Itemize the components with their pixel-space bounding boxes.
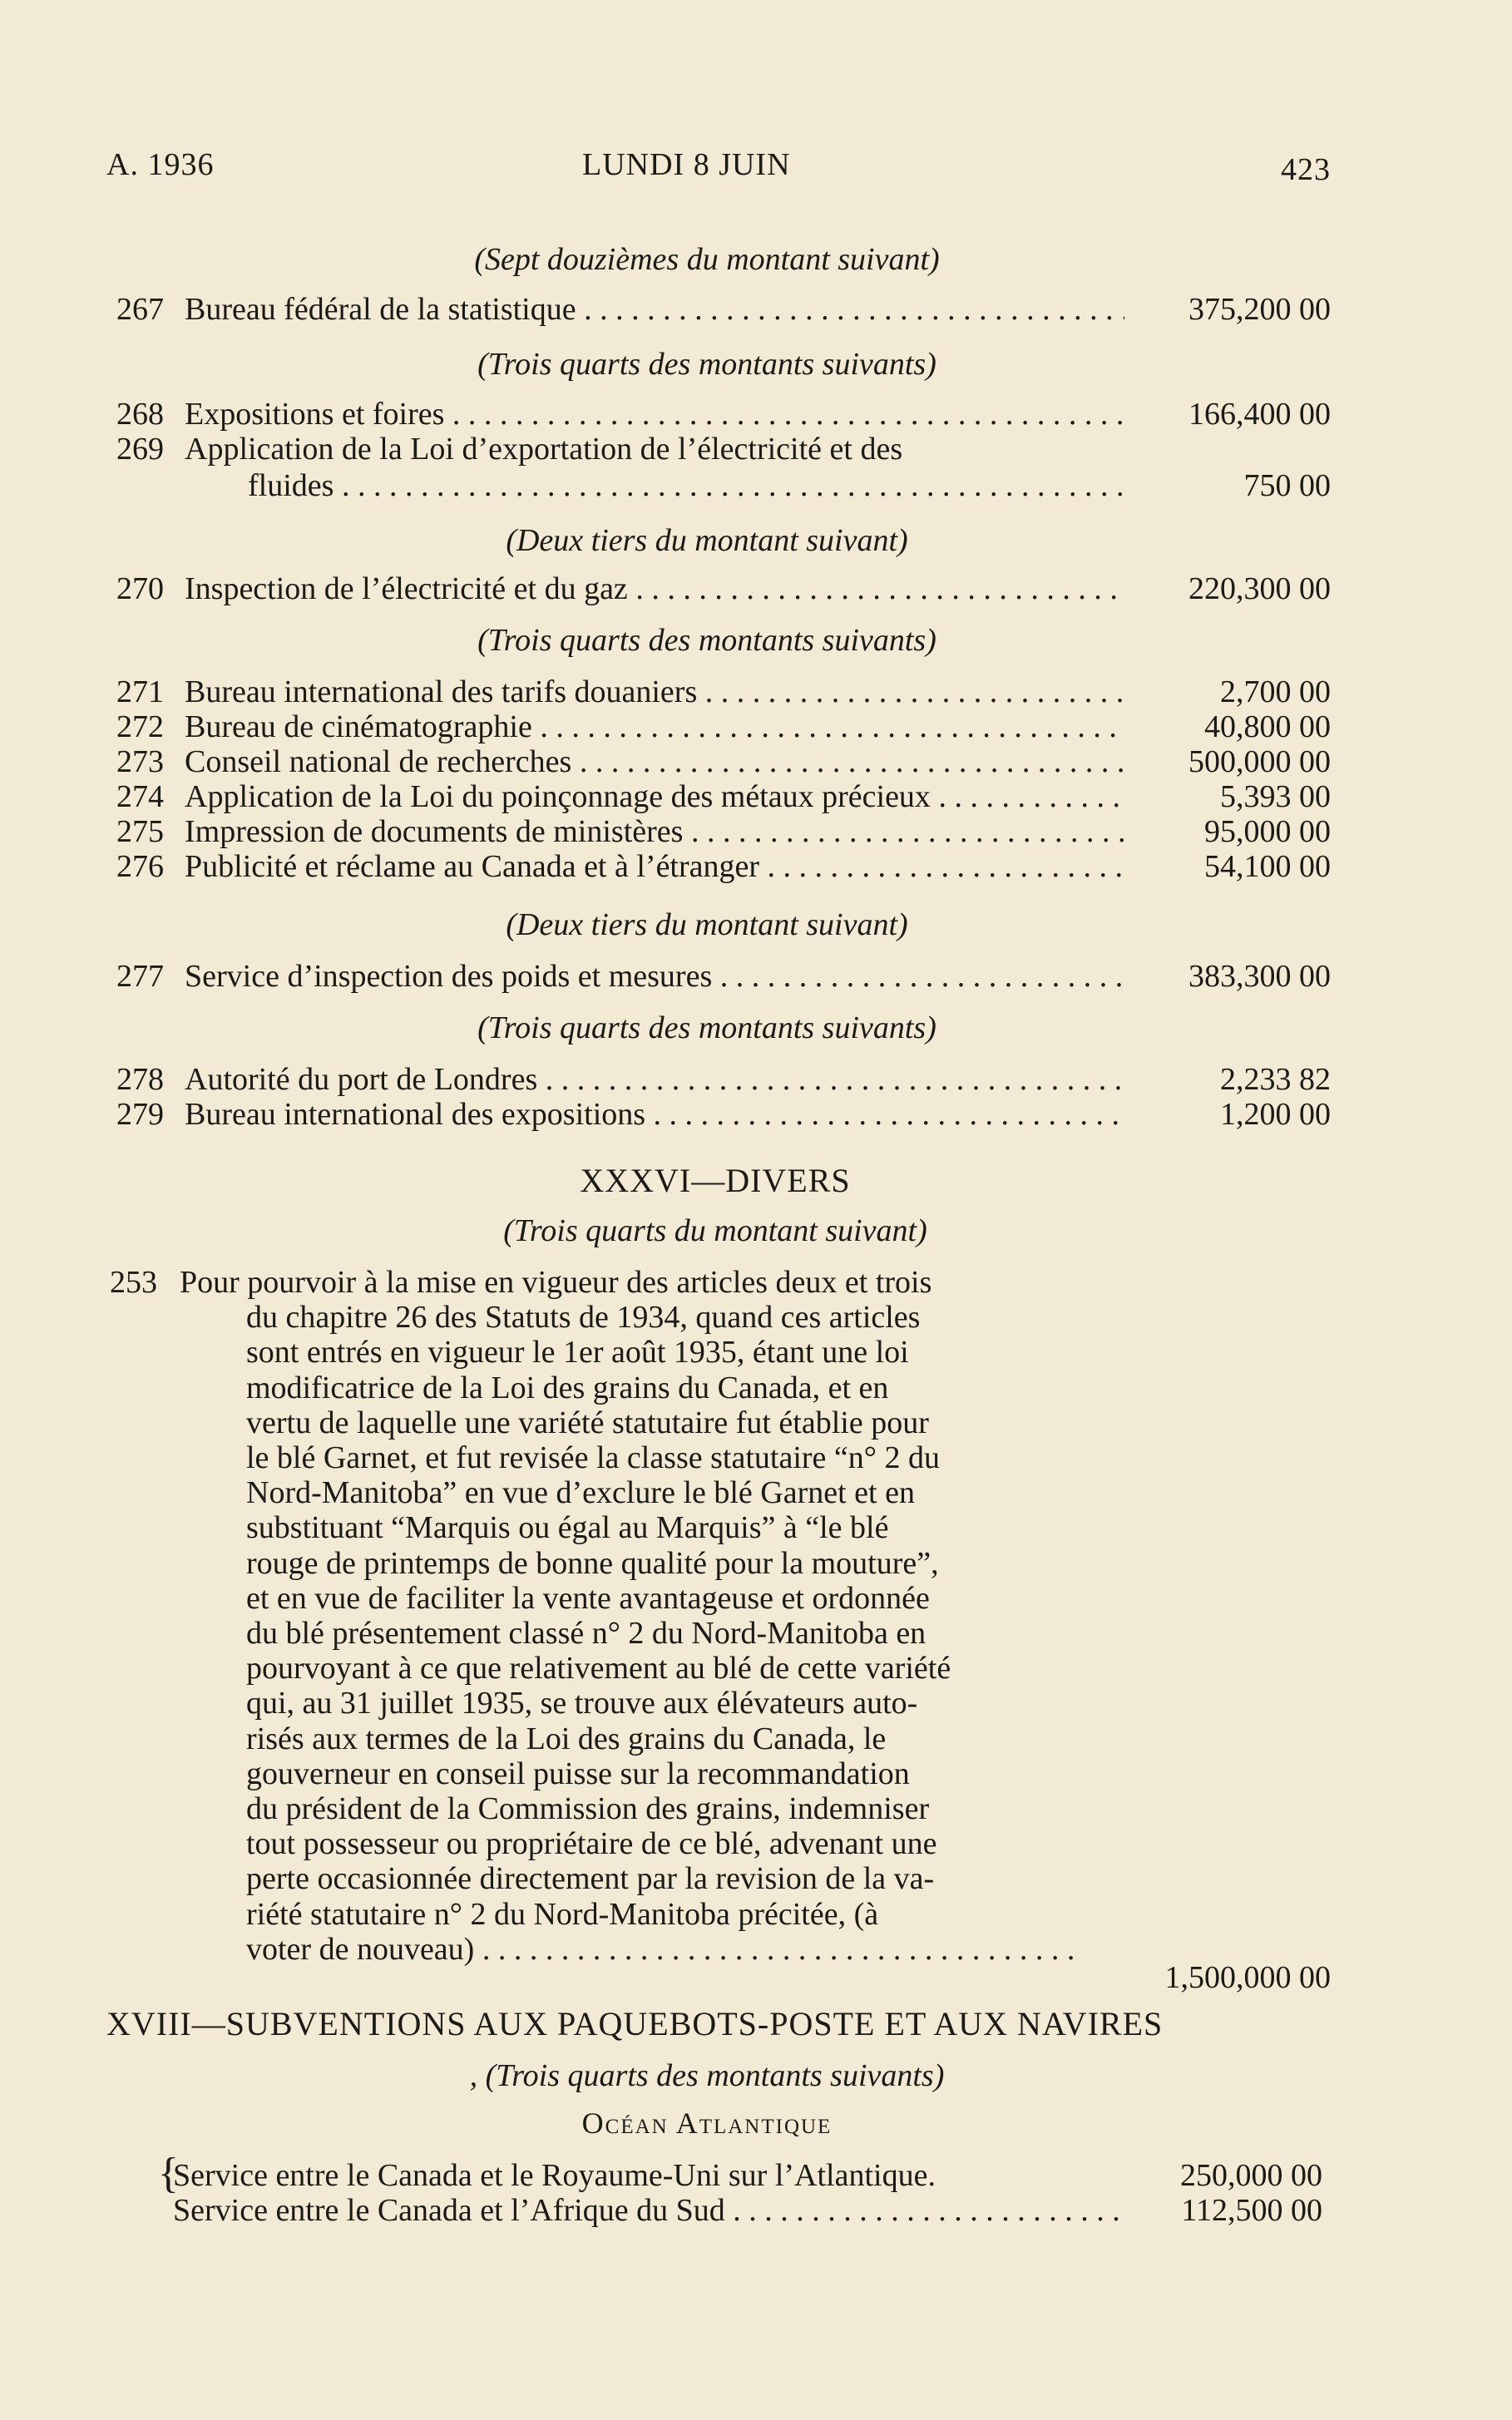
item-description: Application de la Loi d’exportation de l’électricité et des	[185, 432, 903, 467]
item-amount: 2,233 82	[1220, 1062, 1331, 1097]
item-amount: 166,400 00	[1188, 397, 1331, 432]
item-description: Impression de documents de ministères . . .	[185, 813, 1124, 850]
item-amount: 1,200 00	[1220, 1097, 1331, 1132]
paragraph-line: rouge de printemps de bonne qualité pour la mouture”,	[246, 1545, 939, 1581]
item-number: 276	[116, 849, 164, 884]
paragraph-line: riété statutaire n° 2 du Nord-Manitoba précitée, (à	[246, 1896, 879, 1932]
group-heading: (Deux tiers du montant suivant)	[506, 907, 908, 942]
section-title: XXXVI—DIVERS	[580, 1162, 851, 1199]
item-number: 279	[116, 1097, 164, 1132]
paragraph-line: substituant “Marquis ou égal au Marquis” à “le blé	[246, 1510, 889, 1546]
list-item	[0, 813, 1331, 850]
item-description: Autorité du port de Londres . . .	[185, 1061, 1124, 1098]
list-item	[0, 958, 1331, 995]
paragraph-line: du blé présentement classé n° 2 du Nord-Manitoba en	[246, 1616, 926, 1651]
item-number: 274	[116, 779, 164, 814]
subheading: Océan Atlantique	[581, 2106, 833, 2140]
paragraph-line: et en vue de faciliter la vente avantageuse et ordonnée	[246, 1580, 930, 1616]
list-item	[0, 396, 1331, 432]
group-heading: (Trois quarts des montants suivants)	[477, 1010, 936, 1045]
item-description: Inspection de l’électricité et du gaz . . .	[185, 570, 1124, 607]
item-amount: 54,100 00	[1204, 849, 1331, 884]
item-number: 271	[116, 674, 164, 709]
item-description: fluides . . .	[248, 467, 1124, 504]
list-item	[0, 1096, 1331, 1133]
paragraph-line: tout possesseur ou propriétaire de ce blé, advenant une	[246, 1826, 937, 1862]
group-heading: , (Trois quarts des montants suivants)	[469, 2058, 945, 2093]
item-description: Service d’inspection des poids et mesures . . .	[185, 958, 1124, 995]
section-title: XVIII—SUBVENTIONS AUX PAQUEBOTS-POSTE ET AUX NAVIRES	[106, 2005, 1164, 2042]
paragraph-line: le blé Garnet, et fut revisée la classe statutaire “n° 2 du	[246, 1440, 940, 1475]
paragraph-line: du président de la Commission des grains, indemniser	[246, 1791, 930, 1826]
item-description: Bureau international des tarifs douaniers . . .	[185, 674, 1124, 710]
header-left: A. 1936	[106, 147, 215, 182]
group-heading: (Deux tiers du montant suivant)	[506, 523, 908, 558]
item-number: 273	[116, 744, 164, 779]
item-amount: 250,000 00	[1180, 2158, 1322, 2193]
item-amount: 375,200 00	[1188, 292, 1331, 327]
item-number: 267	[116, 292, 164, 327]
paragraph-line: vertu de laquelle une variété statutaire fut établie pour	[246, 1405, 929, 1440]
list-item	[0, 1061, 1331, 1098]
item-amount: 500,000 00	[1188, 744, 1331, 779]
item-number: 278	[116, 1062, 164, 1097]
item-amount: 220,300 00	[1188, 571, 1331, 606]
list-item	[0, 291, 1331, 328]
paragraph-line: pourvoyant à ce que relativement au blé de cette variété	[246, 1651, 951, 1687]
paragraph-line: voter de nouveau) . . . . . . . . . . . . . . . . . . . . . . . . . . . . . . . . . . . . . .	[246, 1931, 1075, 1967]
paragraph-line: risés aux termes de la Loi des grains du Canada, le	[246, 1721, 887, 1756]
list-item	[0, 709, 1331, 745]
item-amount: 383,300 00	[1188, 959, 1331, 994]
item-description: Service entre le Canada et l’Afrique du Sud . . .	[173, 2192, 1129, 2229]
header-center: LUNDI 8 JUIN	[582, 147, 791, 182]
brace-mark: {	[158, 2150, 179, 2197]
item-description: Application de la Loi du poinçonnage des métaux précieux . . .	[185, 778, 1124, 815]
item-number: 268	[116, 397, 164, 432]
list-item	[0, 743, 1331, 780]
leader-dots: . . . . . . . . . . . . . . . . . . . . . . . . . . . . . . . . . . . . . .	[474, 1931, 1075, 1967]
list-item	[0, 674, 1331, 710]
paragraph-line: Pour pourvoir à la mise en vigueur des articles deux et trois	[180, 1265, 932, 1300]
item-number: 270	[116, 571, 164, 606]
paragraph-line: sont entrés en vigueur le 1er août 1935, étant une loi	[246, 1335, 909, 1371]
group-heading: (Trois quarts des montants suivants)	[477, 623, 936, 658]
item-number: 277	[116, 959, 164, 994]
item-description: Expositions et foires . . .	[185, 396, 1124, 432]
item-amount: 750 00	[1243, 468, 1331, 503]
item-description: Conseil national de recherches . . .	[185, 743, 1124, 780]
list-item	[0, 2192, 1322, 2229]
item-amount: 1,500,000 00	[1164, 1960, 1331, 1995]
list-item	[0, 848, 1331, 885]
item-number: 275	[116, 814, 164, 849]
paragraph-line: Nord-Manitoba” en vue d’exclure le blé Garnet et en	[246, 1475, 915, 1511]
group-heading: (Trois quarts du montant suivant)	[503, 1213, 927, 1248]
list-item	[0, 431, 1331, 467]
item-amount: 112,500 00	[1181, 2193, 1322, 2228]
paragraph-line: modificatrice de la Loi des grains du Canada, et en	[246, 1370, 889, 1405]
list-item	[0, 2150, 1322, 2197]
item-description: Bureau de cinématographie . . .	[185, 709, 1124, 745]
item-description: Service entre le Canada et le Royaume-Uni sur l’Atlantique.	[173, 2158, 936, 2193]
item-amount: 5,393 00	[1220, 779, 1331, 814]
divers-amount-row	[0, 1959, 1331, 1996]
list-item	[0, 778, 1331, 815]
list-item-continuation	[0, 467, 1331, 504]
paragraph-line: qui, au 31 juillet 1935, se trouve aux élévateurs auto-	[246, 1686, 918, 1721]
item-description: Bureau fédéral de la statistique . . .	[185, 291, 1124, 328]
item-number-text: 253	[110, 1265, 157, 1300]
item-amount: 40,800 00	[1204, 709, 1331, 744]
item-number: 272	[116, 709, 164, 744]
item-amount: 95,000 00	[1204, 814, 1331, 849]
item-description: Bureau international des expositions . . .	[185, 1096, 1124, 1133]
paragraph-line: gouverneur en conseil puisse sur la recommandation	[246, 1756, 910, 1791]
item-number: 269	[116, 432, 164, 467]
paragraph-line: perte occasionnée directement par la revision de la va-	[246, 1861, 935, 1897]
item-amount: 2,700 00	[1220, 674, 1331, 709]
group-heading: (Trois quarts des montants suivants)	[477, 347, 936, 382]
page-number: 423	[1281, 152, 1331, 187]
item-description: Publicité et réclame au Canada et à l’étranger . . .	[185, 848, 1124, 885]
group-heading: (Sept douzièmes du montant suivant)	[474, 242, 940, 277]
paragraph-line: du chapitre 26 des Statuts de 1934, quand ces articles	[246, 1300, 921, 1336]
list-item	[0, 570, 1331, 607]
